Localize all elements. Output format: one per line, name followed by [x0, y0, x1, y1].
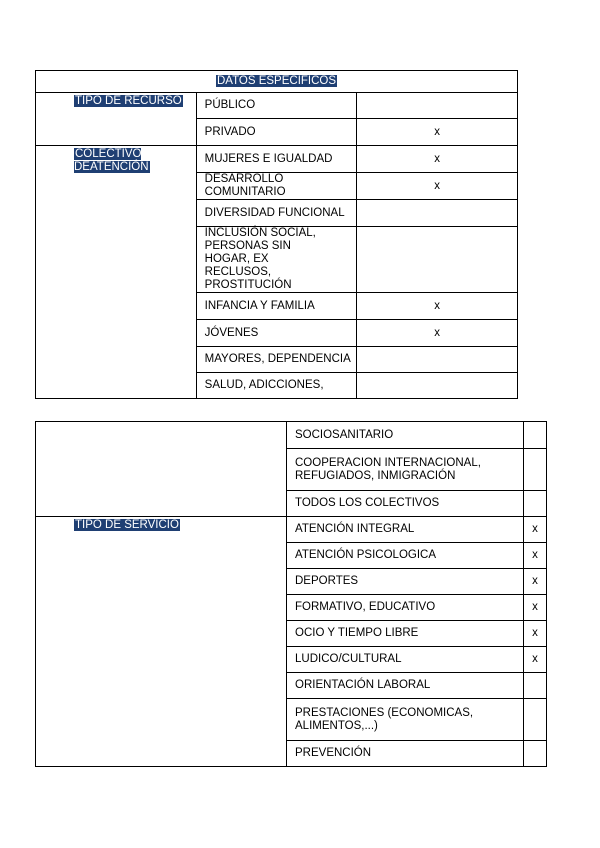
- option-label: ATENCIÓN PSICOLOGICA: [287, 543, 524, 569]
- option-checkbox[interactable]: x: [357, 146, 518, 173]
- table-row: [36, 422, 547, 449]
- option-label: FORMATIVO, EDUCATIVO: [287, 595, 524, 621]
- option-checkbox[interactable]: [524, 673, 547, 699]
- option-checkbox[interactable]: [524, 422, 547, 449]
- datos-especificos-table: [35, 70, 518, 399]
- option-checkbox[interactable]: x: [357, 293, 518, 320]
- option-label: INFANCIA Y FAMILIA: [196, 293, 357, 320]
- option-label: INCLUSIÓN SOCIAL, PERSONAS SIN HOGAR, EX RECLUSOS, PROSTITUCIÓN: [196, 227, 357, 293]
- group-label-cell: [36, 517, 287, 767]
- option-checkbox[interactable]: [357, 200, 518, 227]
- option-checkbox[interactable]: [357, 93, 518, 119]
- option-checkbox[interactable]: x: [524, 647, 547, 673]
- option-checkbox[interactable]: [524, 491, 547, 517]
- option-label: TODOS LOS COLECTIVOS: [287, 491, 524, 517]
- table-row: [36, 93, 518, 119]
- option-label: PRESTACIONES (ECONOMICAS, ALIMENTOS,...): [287, 699, 524, 741]
- option-checkbox[interactable]: x: [357, 119, 518, 146]
- group-label-cell: [36, 146, 197, 399]
- option-label: LUDICO/CULTURAL: [287, 647, 524, 673]
- option-checkbox[interactable]: x: [524, 517, 547, 543]
- option-checkbox[interactable]: [357, 373, 518, 399]
- option-checkbox[interactable]: x: [524, 595, 547, 621]
- table-header-title: DATOS ESPECÍFICOS: [216, 75, 337, 87]
- table-header-cell: [36, 71, 518, 93]
- option-checkbox[interactable]: [524, 449, 547, 491]
- group-label-cell: [36, 93, 197, 146]
- option-label: MAYORES, DEPENDENCIA: [196, 347, 357, 373]
- table-row: [36, 517, 547, 543]
- option-checkbox[interactable]: x: [524, 543, 547, 569]
- option-label: MUJERES E IGUALDAD: [196, 146, 357, 173]
- group-label-tipo-de-recurso: TIPO DE RECURSO: [75, 95, 182, 107]
- option-label: DIVERSIDAD FUNCIONAL: [196, 200, 357, 227]
- option-checkbox[interactable]: [357, 227, 518, 293]
- option-label: PRIVADO: [196, 119, 357, 146]
- group-label-tipo-de-servicio: TIPO DE SERVICIO: [75, 519, 179, 531]
- table-row: [36, 146, 518, 173]
- option-checkbox[interactable]: [524, 741, 547, 767]
- option-checkbox[interactable]: x: [357, 173, 518, 200]
- option-label: SOCIOSANITARIO: [287, 422, 524, 449]
- option-label: SALUD, ADICCIONES,: [196, 373, 357, 399]
- option-label: PREVENCIÓN: [287, 741, 524, 767]
- option-label: ATENCIÓN INTEGRAL: [287, 517, 524, 543]
- option-label: DEPORTES: [287, 569, 524, 595]
- option-checkbox[interactable]: [357, 347, 518, 373]
- option-checkbox[interactable]: x: [524, 569, 547, 595]
- option-checkbox[interactable]: [524, 699, 547, 741]
- option-checkbox[interactable]: x: [524, 621, 547, 647]
- option-label: OCIO Y TIEMPO LIBRE: [287, 621, 524, 647]
- group-label-colectivo-de-atencion: COLECTIVO DEATENCIÓN: [74, 148, 149, 173]
- option-label: DESARROLLO COMUNITARIO: [196, 173, 357, 200]
- option-checkbox[interactable]: x: [357, 320, 518, 347]
- option-label: COOPERACION INTERNACIONAL, REFUGIADOS, INMIGRACIÓN: [287, 449, 524, 491]
- table-header-row: [36, 71, 518, 93]
- option-label: JÓVENES: [196, 320, 357, 347]
- group-label-cell: [36, 422, 287, 517]
- option-label: ORIENTACIÓN LABORAL: [287, 673, 524, 699]
- servicios-table: [35, 421, 547, 767]
- option-label: PÚBLICO: [196, 93, 357, 119]
